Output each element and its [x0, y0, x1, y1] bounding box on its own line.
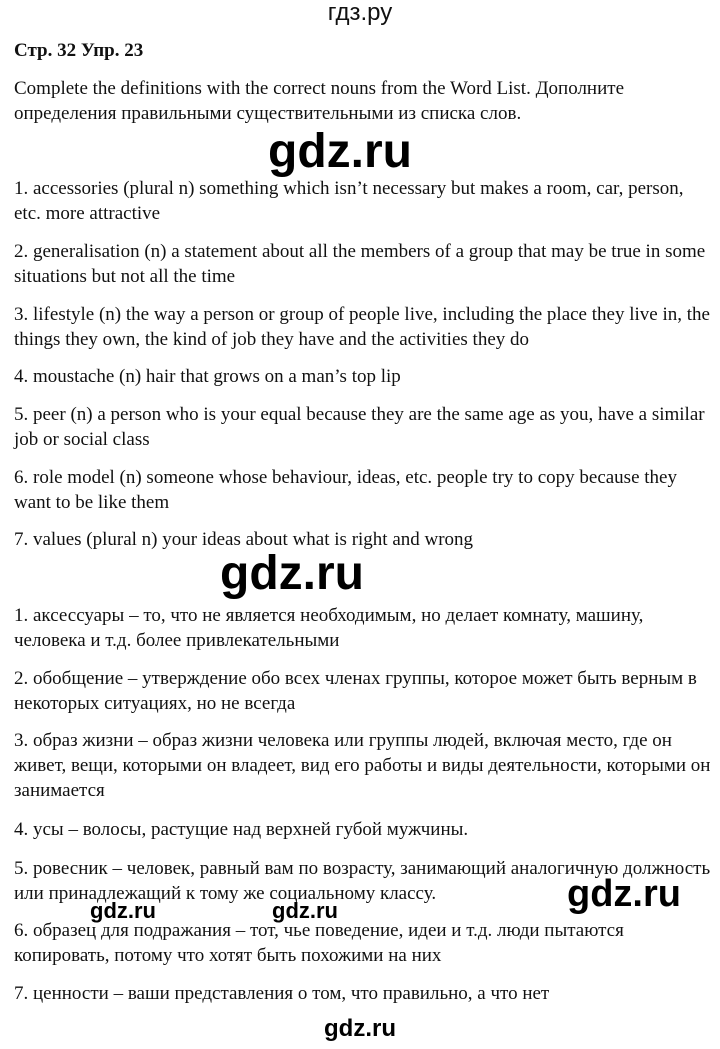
- english-definition-2: 2. generalisation (n) a statement about all the members of a group that may be true in some situations but not all the time: [14, 241, 706, 287]
- english-definition-6: 6. role model (n) someone whose behaviour, ideas, etc. people try to copy because they want to be like them: [14, 467, 677, 513]
- english-definition-3: 3. lifestyle (n) the way a person or group of people live, including the place they live in, the things they own, the kind of job they have and the activities they do: [14, 304, 710, 350]
- english-definition-4: 4. moustache (n) hair that grows on a man’s top lip: [14, 366, 401, 387]
- watermark-large-2: gdz.ru: [220, 547, 364, 600]
- watermark-large-1: gdz.ru: [268, 125, 412, 178]
- watermark-header: гдз.ру: [327, 0, 393, 26]
- russian-definition-3: 3. образ жизни – образ жизни человека или группы людей, включая место, где он живет, вещи, которыми он владеет, вид его работы и виды деятельности, которыми он занимается: [14, 730, 711, 801]
- russian-definition-7: 7. ценности – ваши представления о том, что правильно, а что нет: [14, 983, 550, 1004]
- instruction-text: Complete the definitions with the correct nouns from the Word List. Дополните определения правильными существительными из списка слов.: [14, 78, 625, 124]
- russian-definition-4: 4. усы – волосы, растущие над верхней губой мужчины.: [14, 819, 469, 840]
- english-definition-7: 7. values (plural n) your ideas about what is right and wrong: [14, 529, 474, 550]
- russian-definition-1: 1. аксессуары – то, что не является необходимым, но делает комнату, машину, человека и т.д. более привлекательными: [14, 605, 644, 651]
- russian-definition-2: 2. обобщение – утверждение обо всех членах группы, которое может быть верным в некоторых ситуациях, но не всегда: [14, 668, 697, 714]
- watermark-small-1: gdz.ru: [90, 898, 156, 923]
- english-definition-1: 1. accessories (plural n) something which isn’t necessary but makes a room, car, person, etc. more attractive: [14, 178, 684, 224]
- watermark-footer: gdz.ru: [324, 1015, 396, 1042]
- watermark-small-2: gdz.ru: [272, 898, 338, 923]
- english-definition-5: 5. peer (n) a person who is your equal because they are the same age as you, have a similar job or social class: [14, 404, 705, 450]
- russian-definition-6: 6. образец для подражания – тот, чье поведение, идеи и т.д. люди пытаются копировать, потому что хотят быть похожими на них: [14, 920, 624, 966]
- russian-definition-5: 5. ровесник – человек, равный вам по возрасту, занимающий аналогичную должность или принадлежащий к тому же социальному классу.: [14, 858, 711, 904]
- exercise-heading: Стр. 32 Упр. 23: [14, 40, 144, 61]
- watermark-large-3: gdz.ru: [567, 873, 681, 915]
